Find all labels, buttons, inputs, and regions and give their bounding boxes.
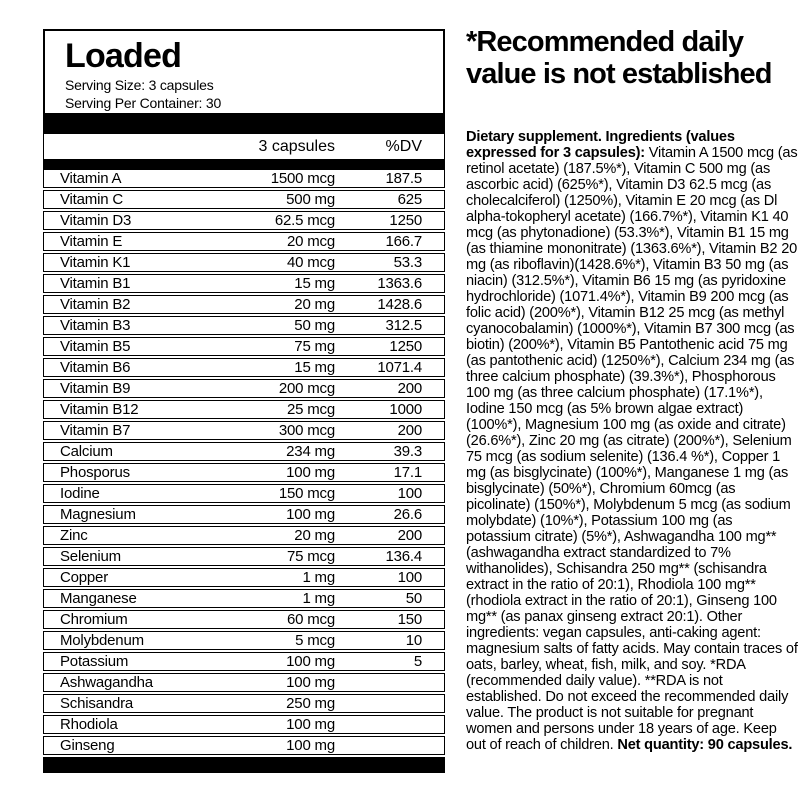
- table-row: [43, 295, 445, 314]
- row-dv: 53.3: [393, 254, 422, 271]
- table-row: [43, 526, 445, 545]
- table-row: [43, 505, 445, 524]
- row-name: Zinc: [60, 527, 88, 544]
- row-dv: 187.5: [385, 170, 422, 187]
- row-dv: 26.6: [393, 506, 422, 523]
- table-row: [43, 442, 445, 461]
- table-row: [43, 169, 445, 188]
- serving-size: Serving Size: 3 capsules: [65, 77, 214, 93]
- row-name: Manganese: [60, 590, 137, 607]
- column-header-dv: %DV: [385, 137, 422, 155]
- table-row: [43, 421, 445, 440]
- table-row: [43, 274, 445, 293]
- row-amount: 25 mcg: [287, 401, 335, 418]
- row-name: Rhodiola: [60, 716, 118, 733]
- row-name: Vitamin B12: [60, 401, 139, 418]
- row-dv: 1250: [389, 338, 422, 355]
- row-name: Vitamin D3: [60, 212, 132, 229]
- row-amount: 300 mcg: [278, 422, 335, 439]
- row-name: Schisandra: [60, 695, 134, 712]
- row-dv: 50: [405, 590, 422, 607]
- row-amount: 40 mcg: [287, 254, 335, 271]
- row-amount: 60 mcg: [287, 611, 335, 628]
- row-amount: 100 mg: [286, 653, 335, 670]
- ingredients-text: Vitamin A 1500 mcg (as retinol acetate) (187.5%*), Vitamin C 500 mg (as ascorbic acid) (625%*), Vitamin D3 62.5 mcg (as cholecalciferol) (1250%), Vitamin E 20 mcg (as Dl alpha-tokopheryl acetate) (166.7%*), Vitamin K1 40 mcg (as phytonadione) (53.3%*), Vitamin B1 15 mg (as thiamine mononitrate) (1363.6%*), Vitamin B2 20 mg (as riboflavin)(1428.6%*), Vitamin B3 50 mg (as niacin) (312.5%*), Vitamin B6 15 mg (as pyridoxine hydrochloride) (1071.4%*), Vitamin B9 200 mcg (as folic acid) (200%*), Vitamin B12 25 mcg (as methyl cyanocobalamin) (1000%*), Vitamin B7 300 mcg (as biotin) (200%*), Vitamin B5 Pantothenic acid 75 mg (as pantothenic acid) (1250%*), Calcium 234 mg (as three calcium phosphate) (39.3%*), Phosphorous 100 mg (as three calcium phosphate) (17.1%*), Iodine 150 mcg (as 5% brown algae extract) (100%*), Magnesium 100 mg (as oxide and citrate) (26.6%*), Zinc 20 mg (as citrate) (200%*), Selenium 75 mcg (as sodium selenite) (136.4 %*), Copper 1 mg (as bisglycinate) (100%*), Manganese 1 mg (as bisglycinate) (50%*), Chromium 60mcg (as picolinate) (150%*), Molybdenum 5 mcg (as sodium molybdate) (10%*), Potassium 100 mg (as potassium citrate) (5%*), Ashwagandha 100 mg** (ashwagandha extract standardized to 7% withanolides), Schisandra 250 mg** (schisandra extract in the ratio of 20:1), Rhodiola 100 mg** (rhodiola extract in the ratio of 20:1), Ginseng 100 mg** (as panax ginseng extract 20:1). Other ingredients: vegan capsules, anti-caking agent: magnesium salts of fatty acids. May contain traces of oats, barley, wheat, fish, milk, and soy. *RDA (recommended daily value). **RDA is not established. Do not exceed the recommended daily value. The product is not suitable for pregnant women and persons under 18 years of age. Keep out of reach of children.: [466, 145, 798, 753]
- ingredients-intro-bold: Dietary supplement. Ingredients (values expressed for 3 capsules):: [466, 129, 735, 161]
- table-row: [43, 253, 445, 272]
- row-dv: 136.4: [385, 548, 422, 565]
- row-dv: 17.1: [393, 464, 422, 481]
- table-row: [43, 190, 445, 209]
- supplement-rows: [43, 169, 445, 755]
- row-dv: 200: [397, 380, 422, 397]
- row-amount: 50 mg: [294, 317, 335, 334]
- row-name: Vitamin B1: [60, 275, 131, 292]
- row-amount: 1 mg: [302, 569, 335, 586]
- ingredients-paragraph: [466, 129, 800, 753]
- row-name: Vitamin A: [60, 170, 122, 187]
- row-dv: 1250: [389, 212, 422, 229]
- label-header: [43, 29, 445, 115]
- row-amount: 20 mg: [294, 527, 335, 544]
- table-row: [43, 736, 445, 755]
- row-dv: 1363.6: [377, 275, 422, 292]
- row-name: Vitamin B3: [60, 317, 131, 334]
- row-name: Vitamin E: [60, 233, 123, 250]
- row-amount: 75 mcg: [287, 548, 335, 565]
- row-amount: 20 mg: [294, 296, 335, 313]
- table-row: [43, 484, 445, 503]
- table-row: [43, 316, 445, 335]
- row-name: Selenium: [60, 548, 121, 565]
- divider-bar-top: [43, 115, 445, 133]
- table-row: [43, 337, 445, 356]
- row-dv: 1428.6: [377, 296, 422, 313]
- row-amount: 1 mg: [302, 590, 335, 607]
- row-name: Vitamin B7: [60, 422, 131, 439]
- row-name: Ashwagandha: [60, 674, 153, 691]
- column-header-amount: 3 capsules: [258, 137, 335, 155]
- row-dv: 100: [397, 485, 422, 502]
- divider-bar-middle: [43, 160, 445, 169]
- row-amount: 100 mg: [286, 674, 335, 691]
- table-row: [43, 652, 445, 671]
- row-name: Vitamin B9: [60, 380, 131, 397]
- row-name: Phosporus: [60, 464, 130, 481]
- rda-disclaimer-heading: *Recommended daily value is not established: [466, 26, 772, 90]
- row-name: Magnesium: [60, 506, 136, 523]
- row-dv: 166.7: [385, 233, 422, 250]
- row-amount: 250 mg: [286, 695, 335, 712]
- row-amount: 5 mcg: [295, 632, 335, 649]
- row-dv: 10: [405, 632, 422, 649]
- table-row: [43, 694, 445, 713]
- row-name: Chromium: [60, 611, 128, 628]
- row-name: Copper: [60, 569, 108, 586]
- row-amount: 500 mg: [286, 191, 335, 208]
- table-row: [43, 631, 445, 650]
- divider-bar-bottom: [43, 757, 445, 773]
- table-row: [43, 715, 445, 734]
- row-amount: 100 mg: [286, 506, 335, 523]
- table-row: [43, 358, 445, 377]
- table-row: [43, 568, 445, 587]
- row-dv: 5: [413, 653, 422, 670]
- serving-per-container: Serving Per Container: 30: [65, 95, 222, 111]
- row-dv: 39.3: [393, 443, 422, 460]
- table-row: [43, 589, 445, 608]
- row-name: Molybdenum: [60, 632, 144, 649]
- table-row: [43, 400, 445, 419]
- row-name: Vitamin K1: [60, 254, 131, 271]
- table-row: [43, 673, 445, 692]
- row-amount: 62.5 mcg: [274, 212, 335, 229]
- row-dv: 1071.4: [377, 359, 422, 376]
- row-amount: 100 mg: [286, 737, 335, 754]
- table-row: [43, 463, 445, 482]
- supplement-facts-panel: [43, 29, 445, 773]
- row-amount: 15 mg: [294, 275, 335, 292]
- row-dv: 200: [397, 422, 422, 439]
- net-quantity-bold: Net quantity: 90 capsules.: [617, 737, 793, 753]
- row-name: Calcium: [60, 443, 113, 460]
- row-amount: 20 mcg: [287, 233, 335, 250]
- table-row: [43, 379, 445, 398]
- row-amount: 75 mg: [294, 338, 335, 355]
- row-name: Vitamin C: [60, 191, 123, 208]
- table-row: [43, 610, 445, 629]
- row-amount: 234 mg: [286, 443, 335, 460]
- row-amount: 150 mcg: [278, 485, 335, 502]
- row-name: Potassium: [60, 653, 129, 670]
- row-name: Iodine: [60, 485, 100, 502]
- row-amount: 100 mg: [286, 464, 335, 481]
- row-name: Ginseng: [60, 737, 115, 754]
- product-title: Loaded: [65, 37, 182, 75]
- row-dv: 312.5: [385, 317, 422, 334]
- row-amount: 100 mg: [286, 716, 335, 733]
- table-column-header: [43, 133, 445, 160]
- table-row: [43, 211, 445, 230]
- row-dv: 100: [397, 569, 422, 586]
- table-row: [43, 232, 445, 251]
- row-dv: 1000: [389, 401, 422, 418]
- row-name: Vitamin B6: [60, 359, 131, 376]
- row-name: Vitamin B5: [60, 338, 131, 355]
- row-dv: 200: [397, 527, 422, 544]
- row-amount: 1500 mcg: [270, 170, 335, 187]
- table-row: [43, 547, 445, 566]
- info-panel: [466, 26, 800, 753]
- row-dv: 625: [397, 191, 422, 208]
- row-amount: 15 mg: [294, 359, 335, 376]
- row-dv: 150: [397, 611, 422, 628]
- row-name: Vitamin B2: [60, 296, 131, 313]
- row-amount: 200 mcg: [278, 380, 335, 397]
